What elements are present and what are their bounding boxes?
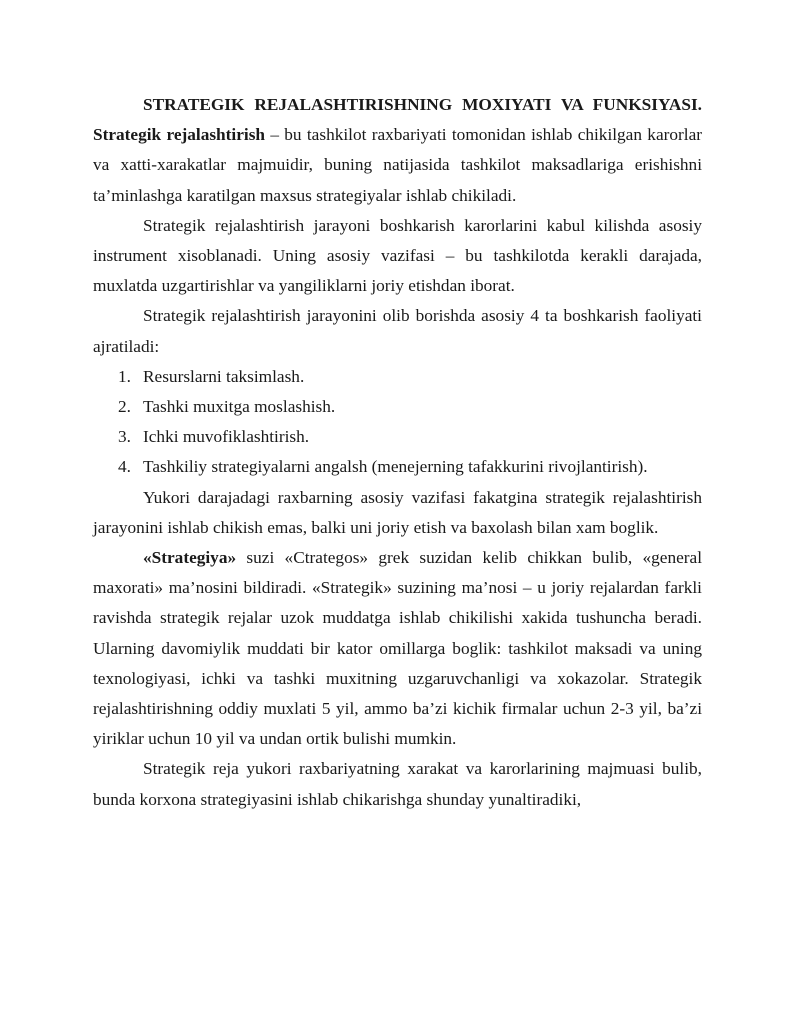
list-item [93,452,702,482]
strategy-definition-text: suzi «Ctrategos» grek suzidan kelib chikkan bulib, «general maxorati» ma’nosini bildiradi. «Strategik» suzining ma’nosi – u joriy rejalardan farkli ravishda strategik rejalar uzok muddatga ishlab chikilishi xakida tushuncha beradi. Ularning davomiylik muddati bir kator omillarga boglik: tashkilot maksadi va uning texnologiyasi, ichki va tashki muxitning uzgaruvchanligi va xokazolar. Strategik rejalashtirishning oddiy muxlati 5 yil, ammo ba’zi kichik firmalar uchun 2-3 yil, ba’zi yiriklar uchun 10 yil va undan ortik bulishi mumkin. [93,548,702,749]
list-number: 3. [118,427,131,447]
list-item-text: Ichki muvofiklashtirish. [143,427,310,447]
paragraph-planning-process: Strategik rejalashtirish jarayoni boshkarish karorlarini kabul kilishda asosiy instrument xisoblanadi. Uning asosiy vazifasi – bu tashkilotda kerakli darajada, muxlatda uzgartirishlar va yangiliklarni joriy etishdan iborat. [93,215,702,296]
section-title: STRATEGIK REJALASHTIRISHNING MOXIYATI VA FUNKSIYASI. [143,95,702,114]
term-strategy: «Strategiya» [143,548,237,568]
list-item [93,362,702,392]
paragraph-strategic-plan: Strategik reja yukori raxbariyatning xarakat va karorlarining majmuasi bulib, bunda korxona strategiyasini ishlab chikarishga shunday yunaltiradiki, [93,759,702,809]
paragraph-top-manager: Yukori darajadagi raxbarning asosiy vazifasi fakatgina strategik rejalashtirish jarayonini ishlab chikish emas, balki uni joriy etish va baxolash bilan xam boglik. [93,487,702,537]
definition-text: – bu tashkilot raxbariyati tomonidan ishlab chikilgan karorlar va xatti-xarakatlar majmuidir, buning natijasida tashkilot maksadlariga erishishni ta’minlashga karatilgan maxsus strategiyalar ishlab chikiladi. [93,125,702,205]
list-number: 4. [118,457,131,477]
list-item [93,422,702,452]
paragraph-strategy-definition [93,543,702,754]
list-item-text: Resurslarni taksimlash. [143,366,305,386]
list-item [93,392,702,422]
list-item-text: Tashki muxitga moslashish. [143,397,336,417]
term-strategic-planning: Strategik rejalashtirish [93,125,266,145]
list-item-text: Tashkiliy strategiyalarni angalsh (menejerning tafakkurini rivojlantirish). [143,457,648,477]
document-page [93,90,702,815]
list-number: 2. [118,397,131,417]
activities-list [93,362,702,483]
heading-paragraph [93,90,702,211]
paragraph-management-activities: Strategik rejalashtirish jarayonini olib borishda asosiy 4 ta boshkarish faoliyati ajratiladi: [93,306,702,356]
list-number: 1. [118,366,131,386]
